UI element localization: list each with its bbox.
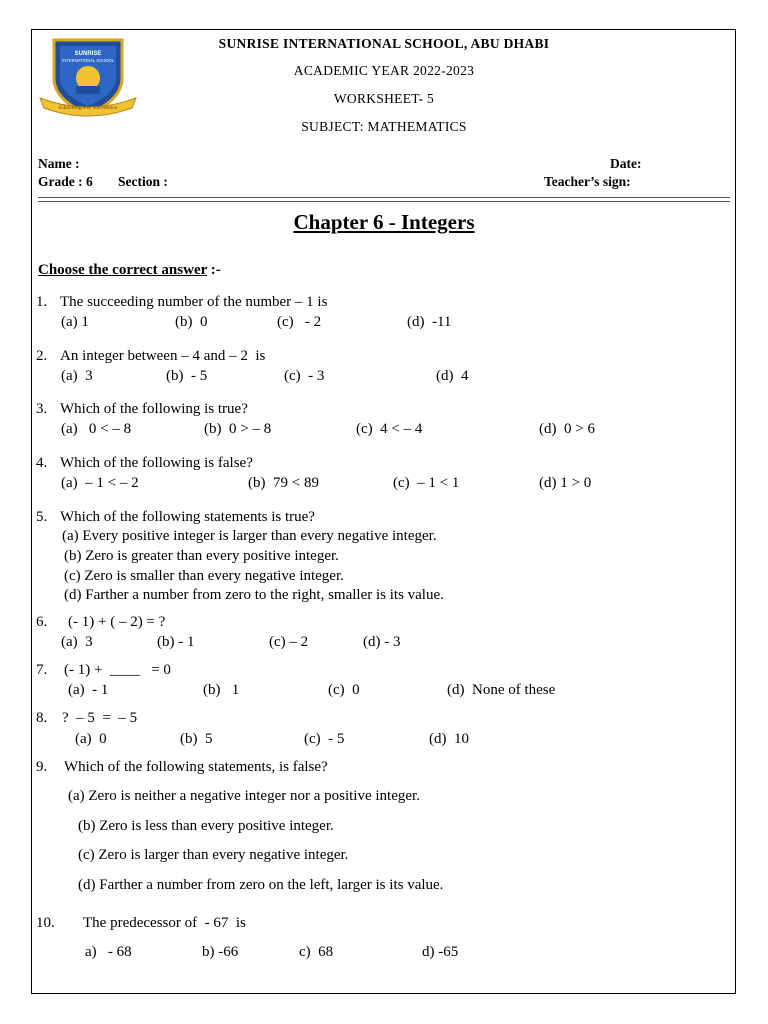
question-number: 9. — [36, 759, 48, 775]
option: (d) - 3 — [363, 634, 401, 650]
date-label: Date: — [610, 156, 642, 171]
option: (d) -11 — [407, 314, 452, 330]
question-text: (- 1) + ____ = 0 — [64, 662, 171, 678]
option: (b) Zero is less than every positive integer. — [78, 818, 334, 834]
option: (d) 0 > 6 — [539, 421, 595, 437]
question-number: 2. — [36, 348, 48, 364]
option: (b) Zero is greater than every positive integer. — [64, 548, 339, 564]
option: (c) - 5 — [304, 731, 345, 747]
question-text: The succeeding number of the number – 1 is — [60, 294, 328, 310]
grade-label: Grade : 6 — [38, 174, 93, 189]
question-number: 7. — [36, 662, 48, 678]
academic-year: ACADEMIC YEAR 2022-2023 — [293, 63, 475, 78]
option: (d) 10 — [429, 731, 469, 747]
option: (c) – 2 — [269, 634, 309, 650]
option: (a) – 1 < – 2 — [61, 475, 139, 491]
option: (a) 3 — [61, 368, 93, 384]
question-number: 10. — [36, 915, 55, 931]
option: (c) – 1 < 1 — [393, 475, 460, 491]
chapter-title: Chapter 6 - Integers — [293, 210, 475, 234]
option: (b) - 1 — [157, 634, 195, 650]
question-number: 5. — [36, 509, 48, 525]
instruction-label: Choose the correct answer — [38, 262, 207, 278]
name-label: Name : — [38, 156, 80, 171]
option: (b) 5 — [180, 731, 213, 747]
question-number: 3. — [36, 401, 48, 417]
option: c) 68 — [299, 944, 334, 960]
question-text: Which of the following statements is true? — [60, 509, 315, 525]
option: (a) - 1 — [68, 682, 109, 698]
option: (b) 0 > – 8 — [204, 421, 272, 437]
question-text: ? – 5 = – 5 — [62, 710, 138, 726]
question-number: 6. — [36, 614, 48, 630]
option: (a) 0 < – 8 — [61, 421, 132, 437]
option: (c) 4 < – 4 — [356, 421, 423, 437]
question-number: 8. — [36, 710, 48, 726]
logo-subtitle: INTERNATIONAL SCHOOL — [62, 58, 114, 63]
subject: SUBJECT: MATHEMATICS — [301, 119, 467, 134]
question-text: Which of the following is true? — [60, 401, 248, 417]
header-divider-1 — [38, 197, 730, 198]
question-text: (- 1) + ( – 2) = ? — [68, 614, 166, 630]
option: (c) Zero is smaller than every negative integer. — [64, 568, 344, 584]
option: (a) 0 — [75, 731, 107, 747]
option: (c) Zero is larger than every negative integer. — [78, 847, 349, 863]
option: (b) 79 < 89 — [248, 475, 319, 491]
option: (d) Farther a number from zero on the left, larger is its value. — [78, 877, 444, 893]
option: (a) Zero is neither a negative integer nor a positive integer. — [68, 788, 420, 804]
teacher-sign-label: Teacher’s sign: — [544, 174, 631, 189]
logo-title: SUNRISE — [74, 51, 102, 57]
option: (d) Farther a number from zero to the right, smaller is its value. — [64, 587, 444, 603]
section-label: Section : — [118, 174, 168, 189]
option: (a) 3 — [61, 634, 93, 650]
option: (a) Every positive integer is larger than every negative integer. — [62, 528, 437, 544]
option: (c) - 3 — [284, 368, 325, 384]
option: (c) - 2 — [277, 314, 322, 330]
question-number: 4. — [36, 455, 48, 471]
option: (d) 1 > 0 — [539, 475, 592, 491]
option: (b) 1 — [203, 682, 240, 698]
question-text: Which of the following is false? — [60, 455, 253, 471]
option: a) - 68 — [85, 944, 132, 960]
question-text: The predecessor of - 67 is — [83, 915, 246, 931]
worksheet-number: WORKSHEET- 5 — [333, 91, 435, 106]
option: (d) 4 — [436, 368, 469, 384]
option: (a) 1 — [61, 314, 89, 330]
option: d) -65 — [422, 944, 459, 960]
question-number: 1. — [36, 294, 48, 310]
instruction — [38, 261, 221, 279]
option: b) -66 — [202, 944, 239, 960]
option: (b) - 5 — [166, 368, 208, 384]
option: (b) 0 — [175, 314, 208, 330]
instruction-suffix: :- — [206, 262, 221, 278]
header-divider-2 — [38, 201, 730, 202]
question-text: Which of the following statements, is false? — [64, 759, 328, 775]
question-text: An integer between – 4 and – 2 is — [60, 348, 266, 364]
option: (c) 0 — [328, 682, 360, 698]
logo-motto: Educating For Excellence — [58, 105, 118, 111]
option: (d) None of these — [447, 682, 556, 698]
school-name: SUNRISE INTERNATIONAL SCHOOL, ABU DHABI — [218, 36, 550, 51]
